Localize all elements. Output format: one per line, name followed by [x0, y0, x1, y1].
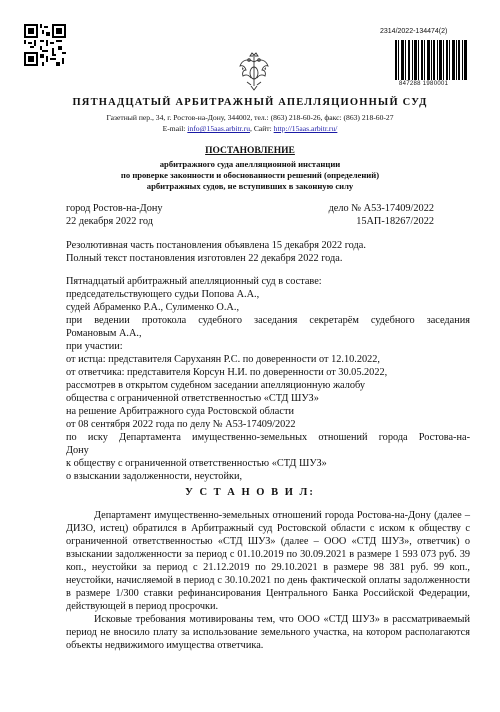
document-subtitle-2: по проверке законности и обоснованности решений (определений)	[120, 170, 380, 180]
document-subtitle-3: арбитражных судов, не вступивших в законную силу	[146, 181, 354, 191]
section-heading: У С Т А Н О В И Л:	[185, 487, 315, 498]
case-number: дело № А53-17409/2022	[328, 203, 434, 214]
barcode	[395, 40, 467, 80]
body-line: от ответчика: представителя Корсун Н.И. по доверенности от 30.05.2022,	[66, 367, 388, 378]
body-line: к обществу с ограниченной ответственностью «СТД ШУЗ»	[66, 458, 327, 469]
body-line: от 08 сентября 2022 года по делу № А53-17409/2022	[66, 419, 296, 430]
paragraph: Департамент имущественно-земельных отношений города Ростова-на-Дону (далее – ДИЗО, истец) обратился в Арбитражный суд Ростовской области с иском к обществу с ограниченной ответственностью «СТД ШУЗ» (далее – ООО «СТД ШУЗ», ответчик) о взыскании задолженности за период с 01.10.2019 по 30.09.2021 в размере 1 593 073 руб. 39 коп., неустойки за период с 21.12.2019 по 29.10.2021 в размере 98 381 руб. 99 коп., неустойки, начисляемой в период с 30.10.2021 по день фактической оплаты задолженности в размере 1/300 ставки рефинансирования Центрального Банка Российской Федерации, действующей в период просрочки.	[66, 510, 470, 612]
court-name: ПЯТНАДЦАТЫЙ АРБИТРАЖНЫЙ АПЕЛЛЯЦИОННЫЙ СУД	[72, 97, 428, 108]
site-label: Сайт:	[253, 124, 272, 133]
body-line: судей Абраменко Р.А., Сулименко О.А.,	[66, 302, 240, 313]
body-line: по иску Департамента имущественно-земельных отношений города Ростова-на-	[66, 432, 470, 443]
case-code: 2314/2022-134474(2)	[380, 28, 448, 35]
body-line: при ведении протокола судебного заседания секретарём судебного заседания	[66, 315, 470, 326]
court-contacts: E-mail: info@15aas.arbitr.ru, Сайт: http://15aas.arbitr.ru/	[162, 124, 338, 133]
appeal-number: 15АП-18267/2022	[356, 216, 434, 227]
email-link[interactable]: info@15aas.arbitr.ru	[187, 124, 250, 133]
announce-line-2: Полный текст постановления изготовлен 22 декабря 2022 года.	[66, 253, 343, 264]
qr-code	[24, 24, 66, 66]
city: город Ростов-на-Дону	[66, 203, 163, 214]
barcode-number: 847288 1980001	[399, 81, 449, 87]
coat-of-arms-emblem	[237, 52, 271, 92]
document-date: 22 декабря 2022 год	[66, 216, 154, 227]
paragraph: Исковые требования мотивированы тем, что ООО «СТД ШУЗ» в рассматриваемый период не вносило плату за использование земельного участка, на котором располагаются объекты недвижимого имущества ответчика.	[66, 614, 470, 651]
body-line: о взыскании задолженности, неустойки,	[66, 471, 243, 482]
court-address: Газетный пер., 34, г. Ростов-на-Дону, 344002, тел.: (863) 218-60-26, факс: (863) 218-60-27	[106, 113, 394, 122]
site-link[interactable]: http://15aas.arbitr.ru/	[273, 124, 338, 133]
body-line: Дону	[66, 445, 89, 456]
body-line: при участии:	[66, 341, 123, 352]
document-title: ПОСТАНОВЛЕНИЕ	[205, 146, 295, 156]
body-line: председательствующего судьи Попова А.А.,	[66, 289, 260, 300]
body-line: Романовым А.А.,	[66, 328, 142, 339]
body-line: на решение Арбитражного суда Ростовской области	[66, 406, 294, 417]
announce-line-1: Резолютивная часть постановления объявлена 15 декабря 2022 года.	[66, 240, 366, 251]
email-label: E-mail:	[162, 124, 186, 133]
body-line: рассмотрев в открытом судебном заседании апелляционную жалобу	[66, 380, 366, 391]
body-line: Пятнадцатый арбитражный апелляционный суд в составе:	[66, 276, 322, 287]
document-subtitle-1: арбитражного суда апелляционной инстанции	[159, 159, 341, 169]
body-line: общества с ограниченной ответственностью «СТД ШУЗ»	[66, 393, 319, 404]
body-line: от истца: представителя Саруханян Р.С. по доверенности от 12.10.2022,	[66, 354, 381, 365]
